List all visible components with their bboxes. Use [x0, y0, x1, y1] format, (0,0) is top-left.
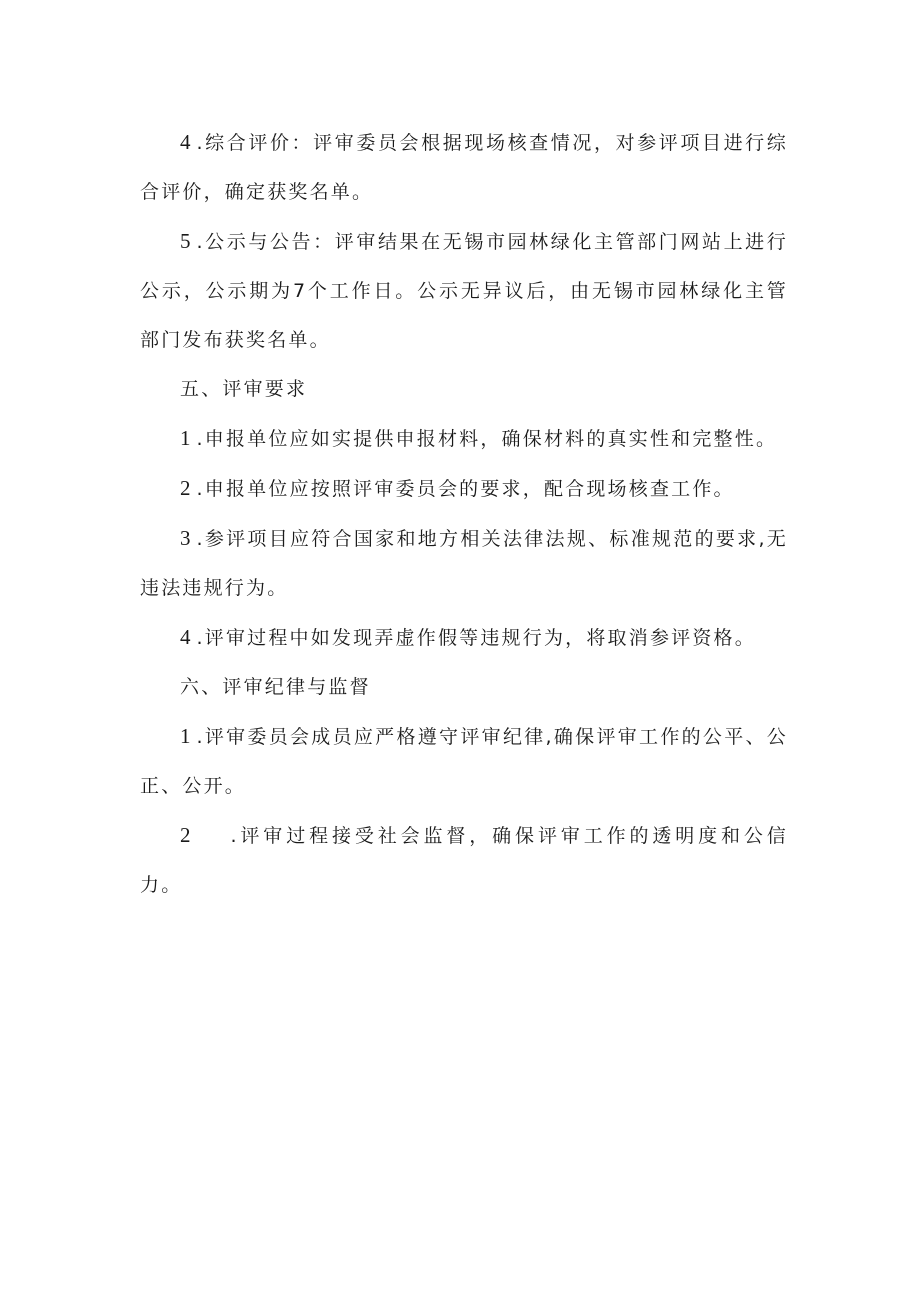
item-number: 1	[180, 426, 191, 450]
paragraph-text: .综合评价：评审委员会根据现场核查情况，对参评项目进行综合评价，确定获奖名单。	[140, 132, 788, 203]
paragraph-text: .参评项目应符合国家和地方相关法律法规、标准规范的要求,无违法违规行为。	[140, 528, 788, 599]
item-number: 2	[180, 476, 191, 500]
item-number: 5	[180, 229, 191, 253]
item-number: 3	[180, 526, 191, 550]
paragraph-text: .评审过程中如发现弄虚作假等违规行为，将取消参评资格。	[196, 627, 756, 649]
paragraph-discipline-1	[140, 712, 788, 811]
paragraph-text: .申报单位应如实提供申报材料，确保材料的真实性和完整性。	[196, 428, 778, 450]
item-number: 4	[180, 625, 191, 649]
paragraph-requirement-2	[140, 464, 788, 514]
paragraph-text: .申报单位应按照评审委员会的要求，配合现场核查工作。	[196, 478, 735, 500]
paragraph-requirement-3	[140, 514, 788, 613]
paragraph-discipline-2	[140, 811, 788, 910]
section-heading-review-requirements: 五、评审要求	[180, 378, 308, 400]
paragraph-text: .评审过程接受社会监督，确保评审工作的透明度和公信力。	[140, 825, 788, 896]
paragraph-publicity-announcement	[140, 217, 788, 365]
paragraph-comprehensive-evaluation	[140, 118, 788, 217]
paragraph-text: .评审委员会成员应严格遵守评审纪律,确保评审工作的公平、公正、公开。	[140, 726, 788, 797]
document-body	[140, 118, 788, 910]
item-number: 4	[180, 130, 191, 154]
paragraph-requirement-1	[140, 414, 788, 464]
item-number: 1	[180, 724, 191, 748]
section-heading-discipline-supervision: 六、评审纪律与监督	[180, 676, 371, 698]
item-number: 2	[180, 823, 191, 847]
paragraph-text: .公示与公告：评审结果在无锡市园林绿化主管部门网站上进行公示，公示期为7个工作日。公示无异议后，由无锡市园林绿化主管部门发布获奖名单。	[140, 231, 788, 351]
paragraph-requirement-4	[140, 613, 788, 663]
